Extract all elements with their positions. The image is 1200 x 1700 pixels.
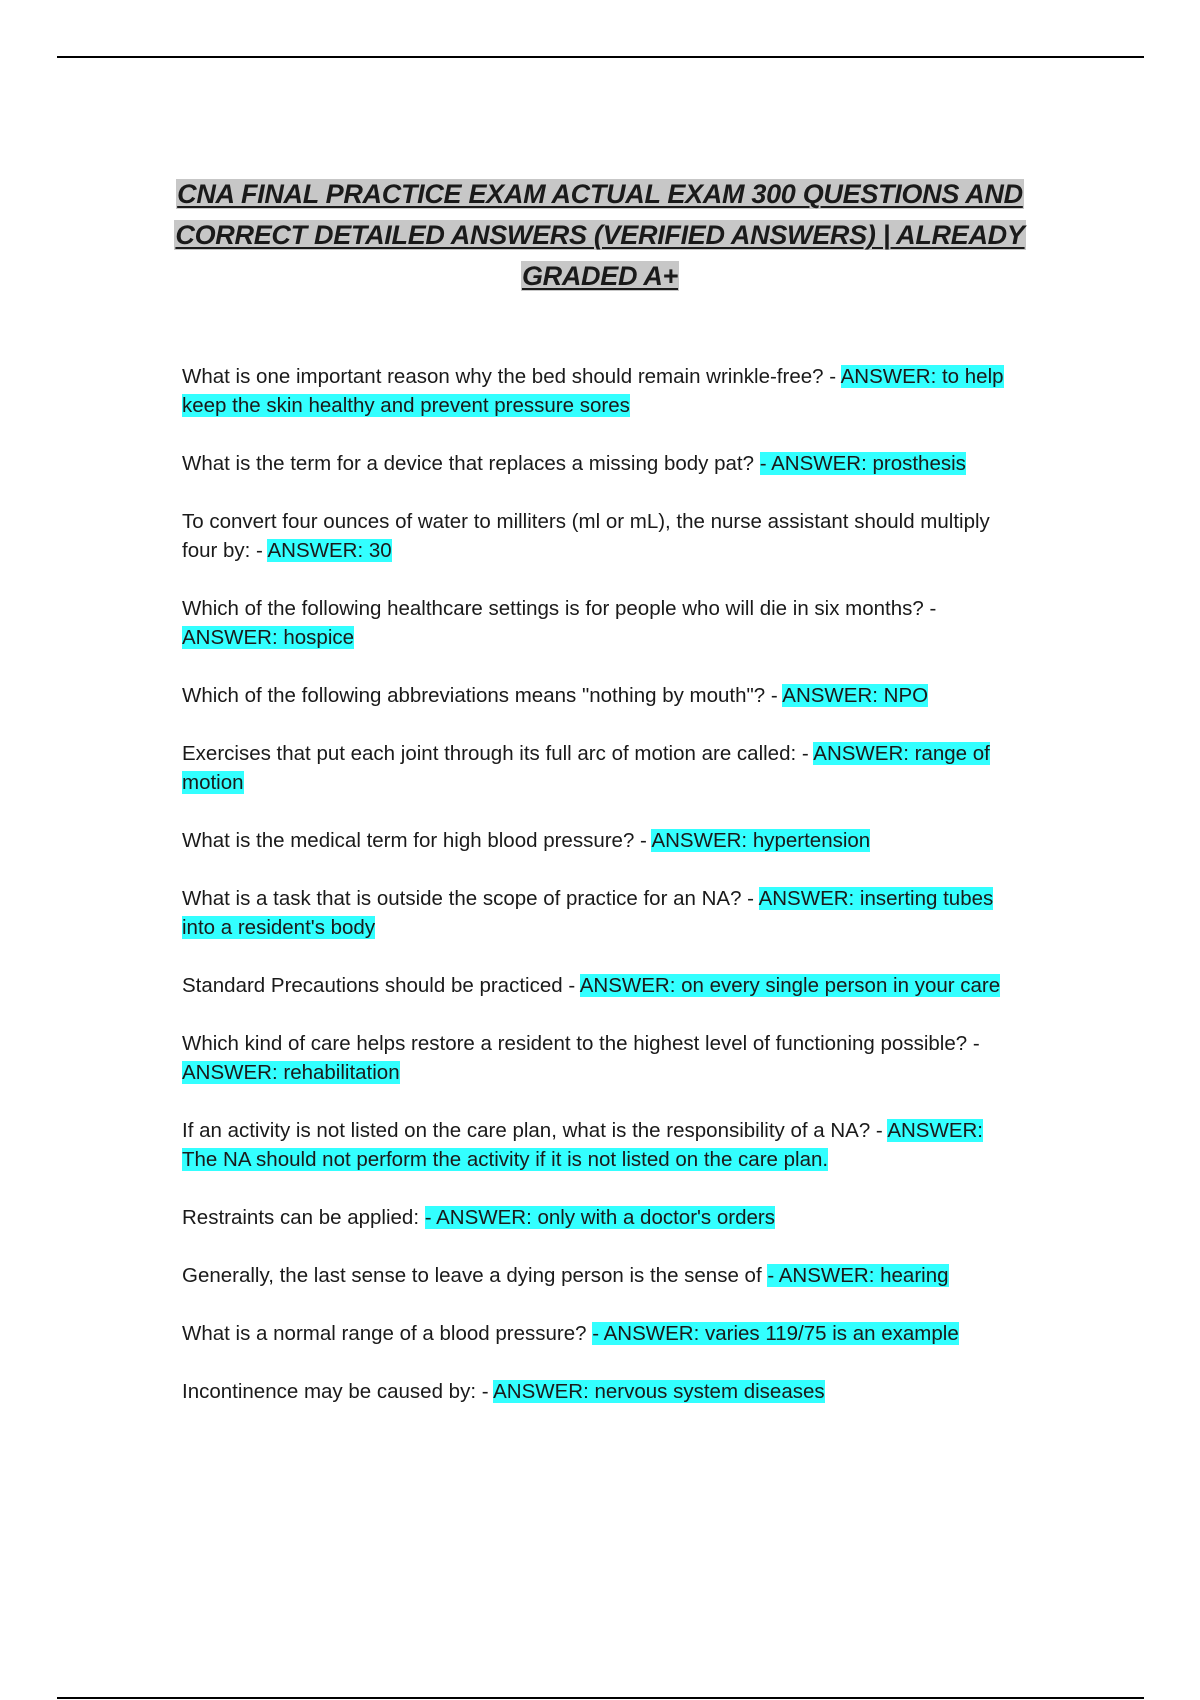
bottom-divider [57, 1697, 1144, 1699]
answer-text: ANSWER: 30 [267, 539, 392, 562]
qa-list [182, 362, 1014, 1406]
answer-text: ANSWER: range of motion [182, 742, 990, 794]
answer-text: ANSWER: rehabilitation [182, 1061, 400, 1084]
answer-text: ANSWER: hospice [182, 626, 355, 649]
qa-item [182, 1261, 1014, 1290]
question-text: What is a task that is outside the scope of practice for an NA? - [182, 887, 759, 910]
qa-item [182, 884, 1014, 942]
answer-text: - ANSWER: hearing [767, 1264, 949, 1287]
question-text: What is the term for a device that replaces a missing body pat? [182, 452, 760, 475]
qa-item [182, 1377, 1014, 1406]
answer-text: ANSWER: to help keep the skin healthy and prevent pressure sores [182, 365, 1004, 417]
qa-item [182, 362, 1014, 420]
answer-text: ANSWER: nervous system diseases [493, 1380, 825, 1403]
question-text: Incontinence may be caused by: - [182, 1380, 494, 1403]
answer-text: ANSWER: hypertension [651, 829, 871, 852]
question-text: What is a normal range of a blood pressure? [182, 1322, 593, 1345]
question-text: Which of the following healthcare settings is for people who will die in six months? - [182, 597, 937, 620]
document-title-text: CNA FINAL PRACTICE EXAM ACTUAL EXAM 300 QUESTIONS AND CORRECT DETAILED ANSWERS (VERIFIED ANSWERS) | ALREADY GRADED A+ [175, 179, 1025, 291]
question-text: What is one important reason why the bed should remain wrinkle-free? - [182, 365, 841, 388]
qa-item [182, 1319, 1014, 1348]
answer-text: ANSWER: inserting tubes into a resident's body [182, 887, 994, 939]
qa-item [182, 826, 1014, 855]
qa-item [182, 594, 1014, 652]
qa-item [182, 1116, 1014, 1174]
qa-item [182, 739, 1014, 797]
question-text: Exercises that put each joint through its full arc of motion are called: - [182, 742, 814, 765]
qa-item [182, 449, 1014, 478]
answer-text: ANSWER: NPO [782, 684, 929, 707]
question-text: If an activity is not listed on the care plan, what is the responsibility of a NA? - [182, 1119, 888, 1142]
qa-item [182, 1029, 1014, 1087]
qa-item [182, 681, 1014, 710]
answer-text: - ANSWER: only with a doctor's orders [424, 1206, 775, 1229]
document-title [160, 174, 1040, 297]
top-divider [57, 56, 1144, 58]
question-text: Restraints can be applied: [182, 1206, 425, 1229]
qa-item [182, 507, 1014, 565]
answer-text: ANSWER: on every single person in your care [579, 974, 1001, 997]
question-text: What is the medical term for high blood pressure? - [182, 829, 652, 852]
answer-text: ANSWER: The NA should not perform the activity if it is not listed on the care plan. [182, 1119, 984, 1171]
question-text: Which kind of care helps restore a resident to the highest level of functioning possible? - [182, 1032, 980, 1055]
answer-text: - ANSWER: varies 119/75 is an example [592, 1322, 959, 1345]
question-text: Generally, the last sense to leave a dying person is the sense of [182, 1264, 768, 1287]
qa-item [182, 971, 1014, 1000]
question-text: Which of the following abbreviations means "nothing by mouth"? - [182, 684, 783, 707]
answer-text: - ANSWER: prosthesis [759, 452, 966, 475]
question-text: Standard Precautions should be practiced - [182, 974, 580, 997]
question-text: To convert four ounces of water to milliters (ml or mL), the nurse assistant should multiply four by: - [182, 510, 990, 562]
qa-item [182, 1203, 1014, 1232]
